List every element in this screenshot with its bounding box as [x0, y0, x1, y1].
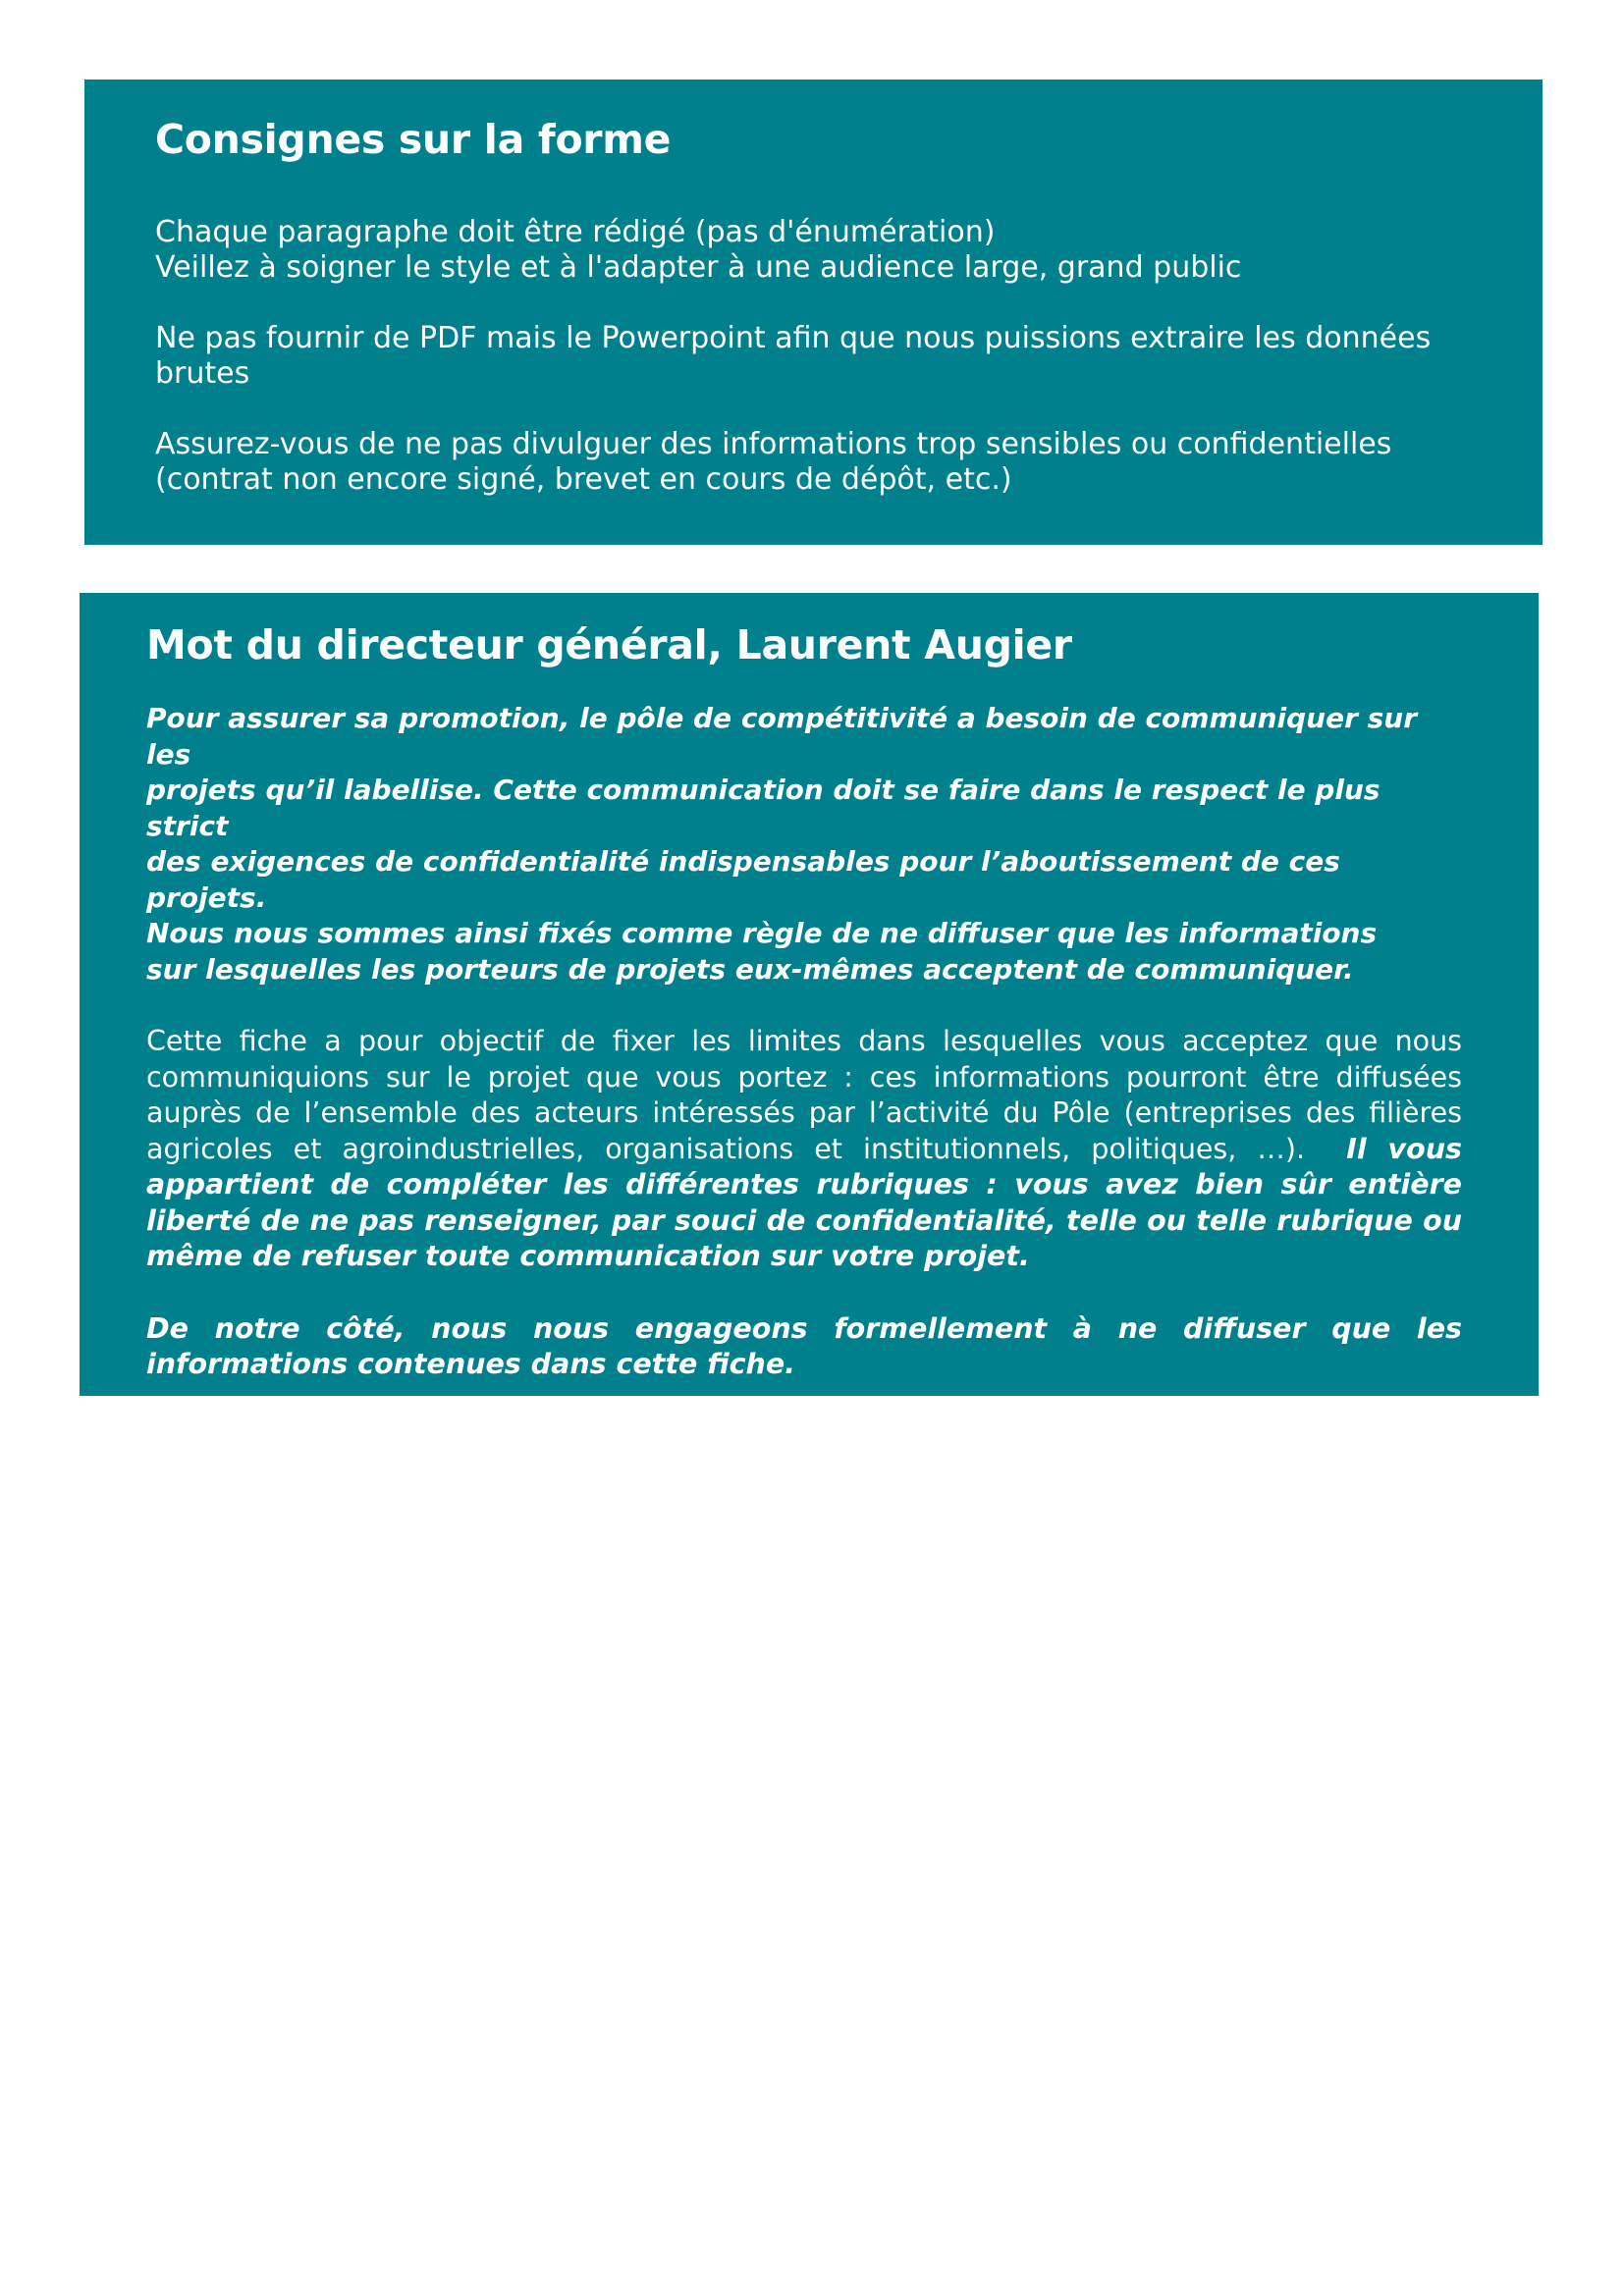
directeur-intro-line: Pour assurer sa promotion, le pôle de compétitivité a besoin de communiquer sur les — [146, 702, 1418, 771]
directeur-paragraph-engagement: De notre côté, nous nous engageons formellement à ne diffuser que les informations contenues dans cette fiche. — [146, 1311, 1462, 1380]
directeur-intro-line: sur lesquelles les porteurs de projets eux-mêmes acceptent de communiquer. — [146, 952, 1354, 986]
directeur-intro — [146, 701, 1462, 988]
consignes-paragraph — [155, 321, 1474, 392]
consignes-line: Ne pas fournir de PDF mais le Powerpoint afin que nous puissions extraire les données — [155, 321, 1432, 355]
consignes-line: Chaque paragraphe doit être rédigé (pas d'énumération) — [155, 215, 996, 249]
directeur-panel — [80, 593, 1539, 1453]
directeur-intro-line: des exigences de confidentialité indispensables pour l’aboutissement de ces projets. — [146, 845, 1340, 914]
consignes-paragraph — [155, 215, 1474, 286]
directeur-closing: Merci pour votre collaboration. — [146, 1419, 629, 1453]
consignes-line: brutes — [155, 356, 250, 391]
consignes-title: Consignes sur la forme — [155, 116, 672, 163]
consignes-paragraph — [155, 427, 1474, 498]
consignes-panel — [84, 80, 1543, 545]
directeur-objectif-text: Cette fiche a pour objectif de fixer les limites dans lesquelles vous acceptez que nous communiquions sur le projet que vous portez : ces informations pourront être diffusées auprès de l’ensemble des acteurs intéressés par l’activité du Pôle (entreprises des filières agricoles et agroindustrielles, organisations et institutionnels, politiques, …). — [146, 1025, 1462, 1165]
consignes-line: (contrat non encore signé, brevet en cours de dépôt, etc.) — [155, 462, 1012, 497]
consignes-line: Assurez-vous de ne pas divulguer des informations trop sensibles ou confidentielles — [155, 427, 1392, 461]
directeur-intro-line: Nous nous sommes ainsi fixés comme règle de ne diffuser que les informations — [146, 917, 1378, 949]
directeur-objectif-emphasis: Il vous appartient de compléter les différentes rubriques : vous avez bien sûr entière liberté de ne pas renseigner, par souci de confidentialité, telle ou telle rubrique ou même de refuser toute communication sur votre projet. — [146, 1132, 1462, 1272]
directeur-paragraph-objectif — [146, 1024, 1462, 1275]
directeur-title: Mot du directeur général, Laurent Augier — [146, 621, 1072, 668]
directeur-intro-line: projets qu’il labellise. Cette communication doit se faire dans le respect le plus strict — [146, 774, 1380, 842]
consignes-line: Veillez à soigner le style et à l'adapter à une audience large, grand public — [155, 250, 1242, 285]
